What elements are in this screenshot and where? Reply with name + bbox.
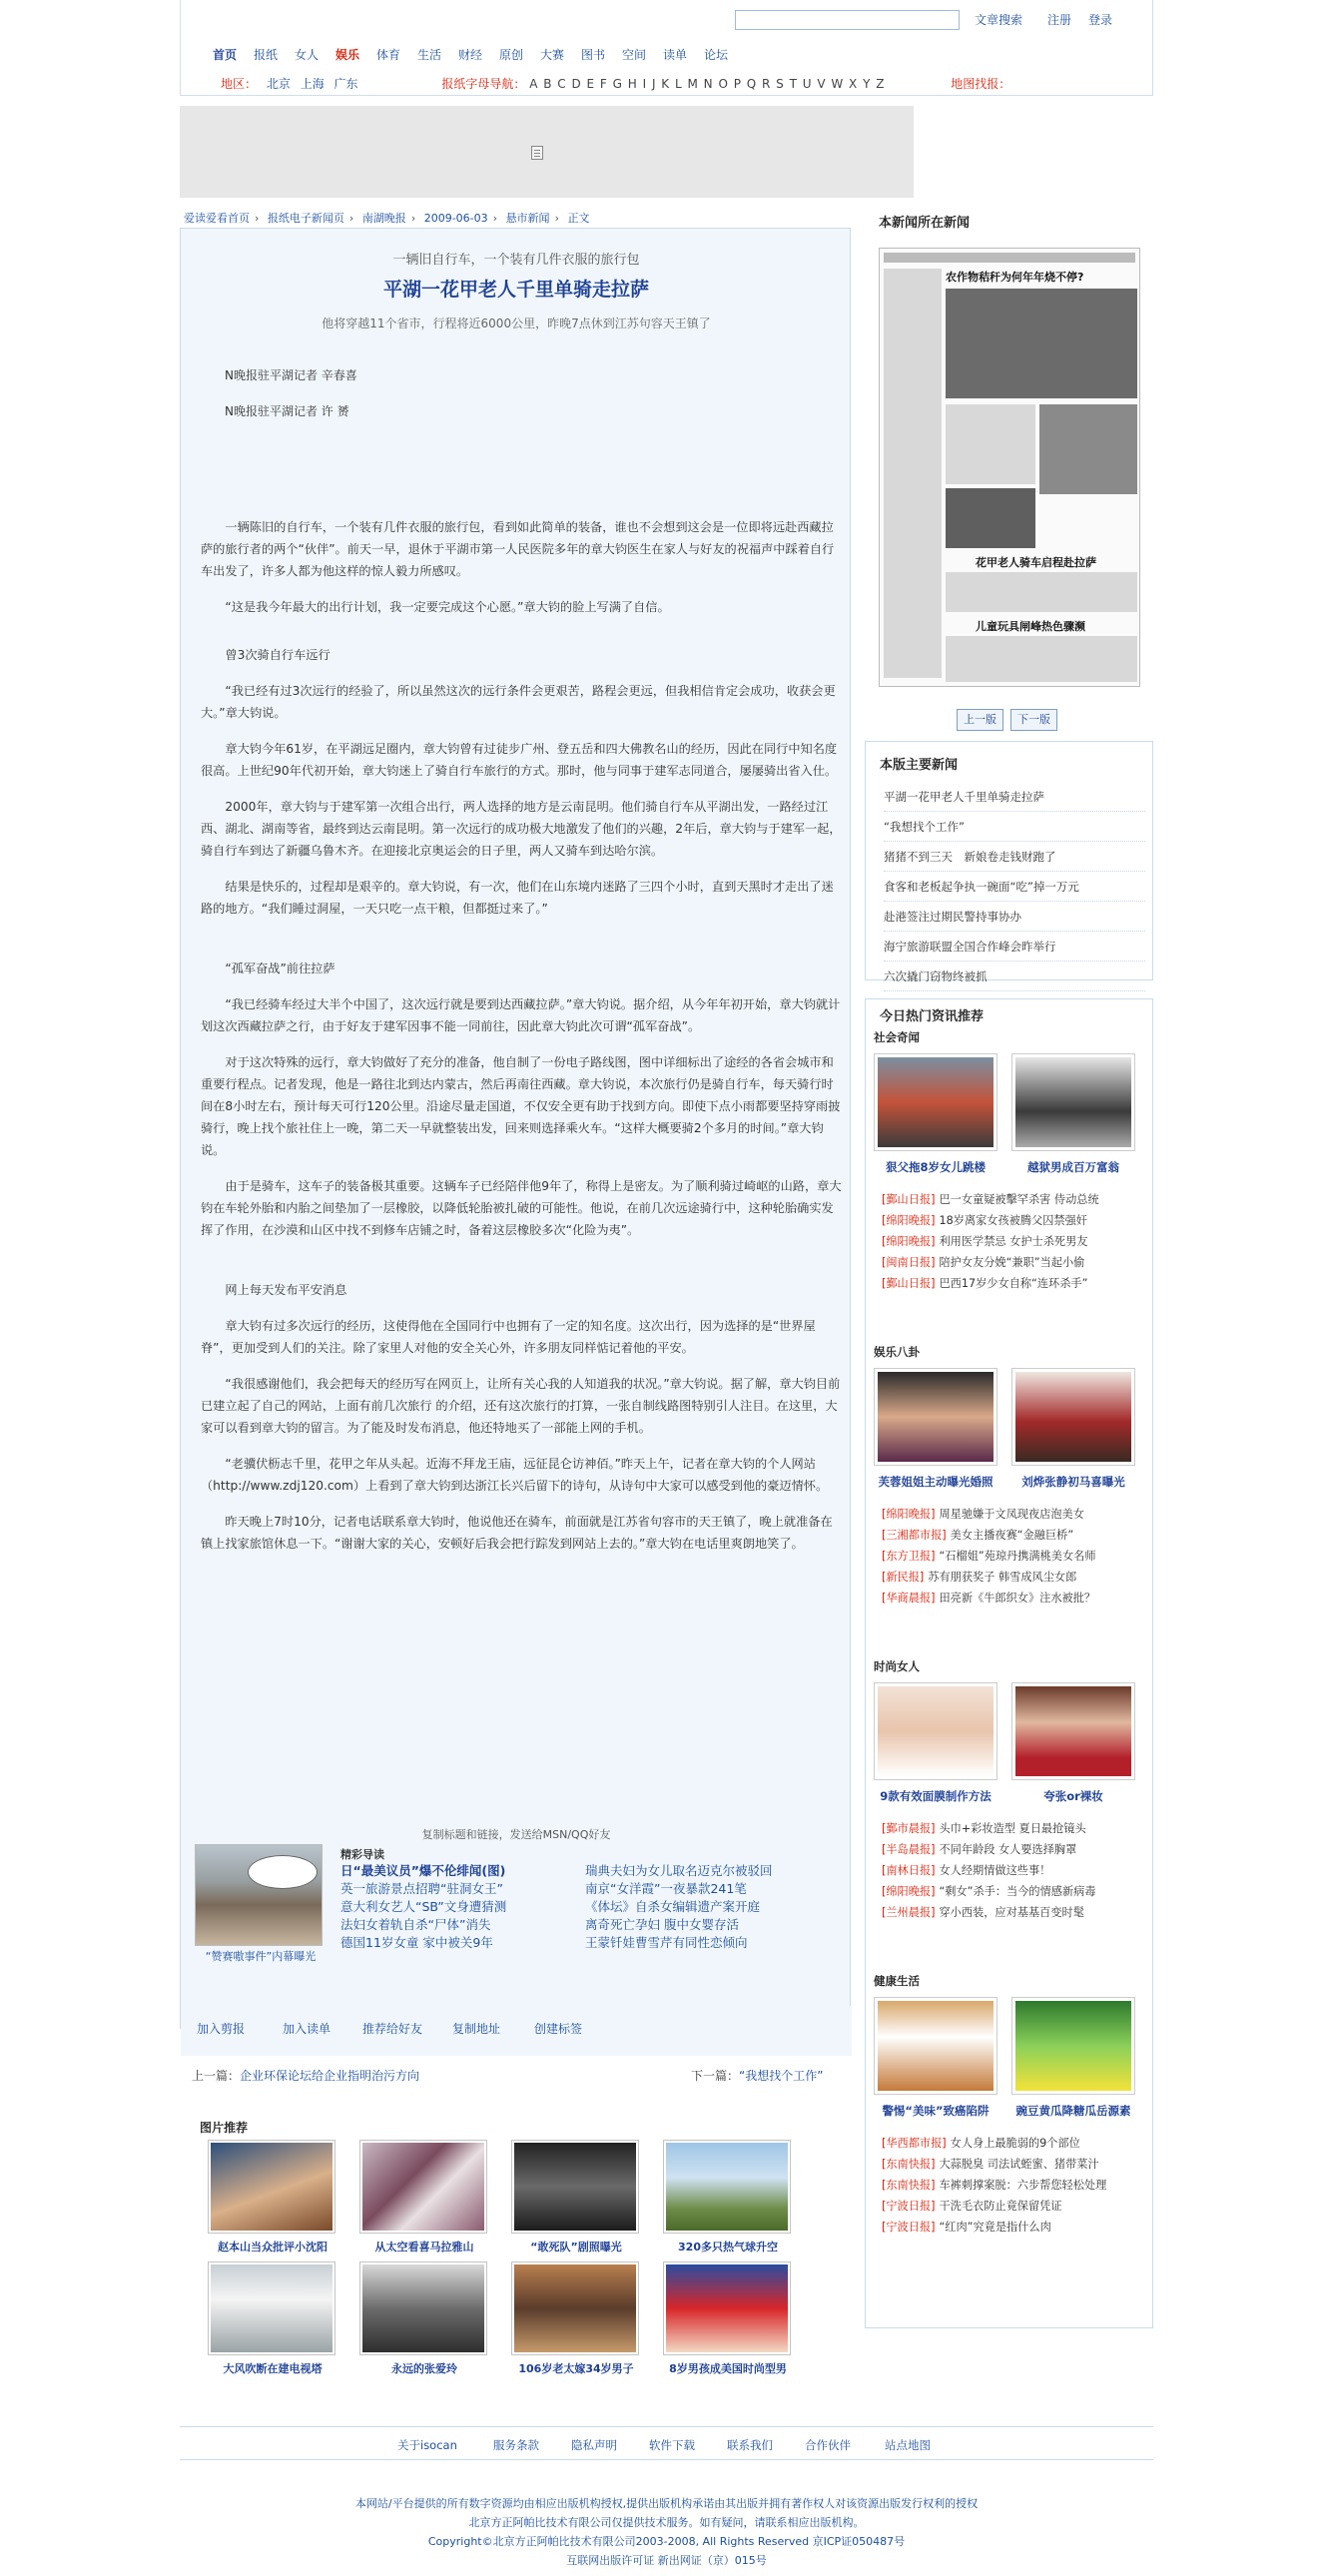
footer-link-about[interactable]: 关于isocan [397, 2438, 457, 2452]
picture-caption[interactable]: 106岁老太嫁34岁男子 [518, 2362, 634, 2375]
promo-row [340, 1934, 840, 1952]
news-source: [兰州晨报] [882, 1906, 936, 1919]
promo-link[interactable]: 《体坛》自杀女编辑遗产案开庭 [585, 1899, 761, 1914]
add-reading-list-button[interactable]: 加入读单 [283, 2022, 331, 2036]
promo-link[interactable]: 瑞典夫妇为女儿取名迈克尔被驳回 [585, 1863, 773, 1878]
main-news-item[interactable]: 海宁旅游联盟全国合作峰会昨举行 [884, 932, 1145, 962]
recommend-friend-button[interactable]: 推荐给好友 [362, 2022, 423, 2036]
footer-line: Copyright©北京方正阿帕比技术有限公司2003-2008, All Rights Reserved 京ICP证050487号 [427, 2535, 906, 2548]
hot-news-item[interactable] [882, 2217, 1151, 2238]
news-headline[interactable]: 巴西17岁少女自称“连环杀手” [939, 1277, 1088, 1290]
hot-news-box [865, 998, 1153, 2328]
nav-item-contest[interactable]: 大赛 [540, 48, 565, 62]
news-source: [东方卫报] [882, 1550, 936, 1563]
region-beijing[interactable]: 北京 [266, 77, 291, 91]
nav-item-forum[interactable]: 论坛 [704, 48, 729, 62]
picture-caption[interactable]: 320多只热气球升空 [678, 2241, 778, 2254]
news-source: [半岛晨报] [882, 1843, 936, 1856]
article-paragraph: “我已经骑车经过大半个中国了，这次远行就是要到达西藏拉萨。”章大钧说。据介绍，从今年年初开始，章大钧就计划这次西藏拉萨之行，由于好友于建军因事不能一同前往，因此章大钧此次可谓“孤军奋战”。 [201, 997, 841, 1033]
nav-item-reading-list[interactable]: 读单 [663, 48, 688, 62]
main-news-item[interactable]: 平湖一花甲老人千里单骑走拉萨 [884, 782, 1145, 812]
nav-item-space[interactable]: 空间 [622, 48, 647, 62]
picture-card[interactable] [359, 2140, 489, 2259]
hot-news-title: 今日热门资讯推荐 [880, 1009, 985, 1024]
promo-row [340, 1862, 840, 1880]
picture-caption[interactable]: 从太空看喜马拉雅山 [374, 2241, 474, 2254]
nav-item-women[interactable]: 女人 [295, 48, 320, 62]
article-byline: N晚报驻平湖记者 许 赟 [225, 404, 349, 418]
breadcrumb-home[interactable]: 爱读爱看首页 [184, 212, 250, 225]
article-paragraph: “我很感谢他们，我会把每天的经历写在网页上，让所有关心我的人知道我的状况。”章大钧说。据了解，章大钧目前已建立起了自己的网站，上面有前几次旅行 的介绍，还有这次旅行的打算，一张自制线路图特别引人注目。在这里，大家可以看到章大钧的留言。为了能及时发布消息，他还特地买了一部能上网的手机。 [201, 1377, 841, 1435]
news-source: [三湘都市报] [882, 1529, 947, 1542]
article-paragraph: “我已经有过3次远行的经验了，所以虽然这次的远行条件会更艰苦，路程会更远，但我相信肯定会成功，收获会更大。”章大钧说。 [201, 684, 836, 720]
newspaper-page-thumbnail[interactable] [879, 248, 1140, 687]
footer-line: 互联网出版许可证 新出网证（京）015号 [566, 2554, 767, 2567]
promo-thumbnail-caption[interactable]: “赞赛嗷事件”内幕曝光 [205, 1950, 317, 1963]
prev-edition-button[interactable]: 上一版 [957, 709, 1003, 731]
paper-headline: 花甲老人骑车启程赴拉萨 [976, 556, 1096, 569]
nav-item-original[interactable]: 原创 [499, 48, 524, 62]
nav-item-entertainment[interactable]: 娱乐 [335, 48, 360, 62]
hot-news-item[interactable] [882, 1231, 1151, 1252]
picture-thumbnail[interactable] [359, 2140, 487, 2234]
login-link[interactable]: 登录 [1088, 13, 1113, 27]
picture-card[interactable] [511, 2261, 641, 2381]
promo-link[interactable]: 法妇女着轨自杀“尸体”消失 [340, 1917, 491, 1932]
news-headline[interactable]: 巴一女童疑被擊罕杀害 侍动总统 [939, 1193, 1099, 1206]
region-guangdong[interactable]: 广东 [333, 77, 358, 91]
picture-thumbnail[interactable] [208, 2261, 335, 2355]
news-headline[interactable]: 周星驰嫌于文凤现夜店泡美女 [939, 1508, 1084, 1521]
article-paragraph: 章大钧今年61岁，在平湖远足圈内，章大钧曾有过徒步广州、登五岳和四大佛教名山的经历，因此在同行中知名度很高。上世纪90年代初开始，章大钧迷上了骑自行车旅行的方式。那时，他与同事于建军志同道合，屡屡骑出省入仕。 [201, 742, 838, 778]
breadcrumb-current: 正文 [567, 212, 590, 225]
footer-line: 北京方正阿帕比技术有限公司仅提供技术服务。如有疑问，请联系相应出版机构。 [468, 2516, 865, 2529]
picture-thumbnail[interactable] [511, 2261, 639, 2355]
news-headline[interactable]: 不同年龄段 女人要选择胸罩 [939, 1843, 1077, 1856]
hot-section-caption[interactable]: 狠父拖8岁女儿跳楼 [885, 1160, 986, 1174]
news-source: [华商晨报] [882, 1592, 936, 1605]
picture-caption[interactable]: 永远的张爱玲 [391, 2362, 457, 2375]
article-paragraph: 由于是骑车，这车子的装备极其重要。这辆车子已经陪伴他9年了，称得上是密友。为了顺利骑过崎岖的山路，章大钧在车轮外胎和内胎之间垫加了一层橡胶，以降低轮胎被扎破的可能性。他说，在前几次远途骑行中，这种轮胎确实发挥了作用，在沙漠和山区中找不到修车店铺之时，备着这层橡胶多次“化险为夷”。 [201, 1179, 842, 1237]
news-source: [绵阳晚报] [882, 1508, 936, 1521]
hot-section-caption[interactable]: 夸张or裸妆 [1043, 1789, 1103, 1803]
article-paragraph: 昨天晚上7时10分，记者电话联系章大钧时，他说他还在骑车，前面就是江苏省句容市的天王镇了，晚上就准备在镇上找家旅馆休息一下。“谢谢大家的关心，安顿好后我会把行踪发到网站上去的。”章大钧在电话里爽朗地笑了。 [201, 1515, 833, 1551]
nav-item-home[interactable]: 首页 [213, 48, 238, 62]
hot-section-thumbnail[interactable] [1011, 1368, 1135, 1466]
news-source: [华西都市报] [882, 2137, 947, 2150]
footer-line: 本网站/平台提供的所有数字资源均由相应出版机构授权,提供出版机构承诺由其出版并拥有著作权人对该资源出版发行权利的授权 [354, 2497, 979, 2510]
hot-section-list [882, 1504, 1151, 1609]
hot-news-item[interactable] [882, 1189, 1151, 1210]
news-headline[interactable]: 18岁离家女孩被腾父囚禁强奸 [939, 1214, 1087, 1227]
add-clipping-button[interactable]: 加入剪报 [197, 2022, 246, 2036]
article-paragraph: 结果是快乐的，过程却是艰辛的。章大钧说，有一次，他们在山东境内迷路了三四个小时，直到天黑时才走出了迷路的地方。“我们睡过洞屋，一天只吃一点干粮，但都挺过来了。” [201, 880, 834, 916]
news-headline[interactable]: 田亮新《牛郎织女》注水被批？ [939, 1592, 1096, 1605]
hot-section-title: 时尚女人 [874, 1659, 920, 1673]
hot-news-item[interactable] [882, 2154, 1151, 2175]
picture-recommend-heading: 图片推荐 [200, 2121, 249, 2135]
main-nav [213, 46, 745, 63]
footer-link-sitemap[interactable]: 站点地图 [885, 2438, 931, 2452]
hot-news-item[interactable] [882, 1881, 1151, 1902]
hot-section-caption[interactable]: 越狱男成百万富翁 [1027, 1160, 1119, 1174]
hot-section-thumbnail[interactable] [874, 1368, 997, 1466]
sub-nav [221, 75, 1010, 92]
hot-news-item[interactable] [882, 1210, 1151, 1231]
main-news-item[interactable]: 赴港签注过期民警持事协办 [884, 902, 1145, 932]
next-article-link[interactable]: “我想找个工作” [739, 2069, 824, 2083]
hot-section-list [882, 2133, 1151, 2238]
main-news-item[interactable]: “我想找个工作” [884, 812, 1145, 842]
promo-heading: 精彩导读 [340, 1848, 384, 1861]
news-source: [宁波日报] [882, 2200, 936, 2213]
promo-link[interactable]: 意大利女艺人“SB”文身遭猜测 [340, 1899, 507, 1914]
nav-item-finance[interactable]: 财经 [458, 48, 483, 62]
picture-card[interactable] [359, 2261, 489, 2381]
article-subheading: “孤军奋战”前往拉萨 [225, 962, 335, 975]
footer-link-privacy[interactable]: 隐私声明 [571, 2438, 617, 2452]
article-pre-title: 一辆旧自行车，一个装有几件衣服的旅行包 [392, 253, 640, 268]
breadcrumb-date[interactable]: 2009-06-03 [423, 212, 488, 225]
hot-news-item[interactable] [882, 2196, 1151, 2217]
article-paragraph: “老骥伏枥志千里，花甲之年从头起。近海不拜龙王庙，远征昆仑访神佰。”昨天上午，记者在章大钧的个人网站（http://www.zdj120.com）上看到了章大钧到达浙江长兴后留下的诗句，从诗句中大家可以感受到他的豪迈情怀。 [201, 1457, 829, 1493]
main-news-item[interactable]: 猪猪不到三天 新娘卷走钱财跑了 [884, 842, 1145, 872]
prev-article-link[interactable]: 企业环保论坛给企业指明治污方向 [240, 2069, 420, 2083]
picture-caption[interactable]: “敢死队”剧照曝光 [530, 2241, 622, 2254]
breadcrumb-epaper[interactable]: 报纸电子新闻页 [267, 212, 344, 225]
news-source: [闽南日报] [882, 1256, 936, 1269]
nav-item-sports[interactable]: 体育 [376, 48, 401, 62]
region-shanghai[interactable]: 上海 [300, 77, 325, 91]
hot-news-item[interactable] [882, 1902, 1151, 1923]
hot-news-item[interactable] [882, 2133, 1151, 2154]
news-source: [绵阳晚报] [882, 1235, 936, 1248]
picture-thumbnail[interactable] [663, 2261, 791, 2355]
news-source: [宁波日报] [882, 2221, 936, 2234]
hot-section-caption[interactable]: 芙蓉姐姐主动曝光婚照 [878, 1475, 993, 1489]
hot-news-item[interactable] [882, 1546, 1151, 1567]
site-header [180, 0, 1153, 96]
hot-section-caption[interactable]: 刘烨张静初马喜曝光 [1021, 1475, 1125, 1489]
breadcrumb-section[interactable]: 悬市新闻 [505, 212, 550, 225]
promo-row [340, 1916, 840, 1934]
news-source: [绵阳晚报] [882, 1885, 936, 1898]
region-label: 地区： [221, 77, 258, 91]
footer-nav [180, 2426, 1153, 2460]
picture-thumbnail[interactable] [208, 2140, 335, 2234]
hot-section-thumbnail[interactable] [1011, 1997, 1135, 2095]
paper-headline: 儿童玩具闸峰热色骤濒 [976, 620, 1085, 633]
hot-section-caption[interactable]: 豌豆黄瓜降糖瓜岳源素 [1015, 2104, 1131, 2118]
article-subheading: 一辆陈旧的自行车，一个装有几件衣服的旅行包，看到如此简单的装备，谁也不会想到这会是一位即将远赴西藏拉萨的旅行者的两个“伙伴”。前天一早，退休于平湖市第一人民医院多年的章大钧医生在家人与好友的祝福声中踩着自行车出发了，许多人都为他这样的惊人毅力所感叹。 [201, 520, 835, 578]
paper-headline: 农作物秸秆为何年年烧不停? [946, 271, 1084, 284]
promo-link[interactable]: 离奇死亡孕妇 腹中女婴存活 [585, 1917, 739, 1932]
article-byline: N晚报驻平湖记者 辛春喜 [225, 368, 357, 382]
news-source: [鄞市晨报] [882, 1822, 936, 1835]
nav-item-newspaper[interactable]: 报纸 [254, 48, 279, 62]
news-source: [鄞山日报] [882, 1193, 936, 1206]
news-headline[interactable]: 大蒜脱臭 司法试蛭蜜、猪带菜汁 [939, 2158, 1099, 2171]
news-source: [东南快报] [882, 2179, 936, 2192]
picture-thumbnail[interactable] [511, 2140, 639, 2234]
news-headline[interactable]: “石榴姐”苑琼丹携满桃美女名师 [939, 1550, 1096, 1563]
article-paragraph: “这是我今年最大的出行计划，我一定要完成这个心愿。”章大钧的脸上写满了自信。 [225, 600, 670, 614]
picture-caption[interactable]: 大风吹断在建电视塔 [223, 2362, 323, 2375]
hot-news-item[interactable] [882, 1839, 1151, 1860]
news-headline[interactable]: 苏有朋获奖子 韩雪成风尘女郎 [928, 1571, 1077, 1584]
page-wrapper [180, 0, 1153, 2576]
promo-list [340, 1862, 840, 1952]
hot-section-caption[interactable]: 9款有效面膜制作方法 [880, 1789, 992, 1803]
article-search-button[interactable]: 文章搜索 [975, 13, 1023, 27]
hot-news-item[interactable] [882, 1588, 1151, 1609]
picture-thumbnail[interactable] [359, 2261, 487, 2355]
broken-image-icon [531, 146, 543, 160]
next-edition-button[interactable]: 下一版 [1010, 709, 1057, 731]
share-hint: 复制标题和链接，发送给MSN/QQ好友 [421, 1828, 611, 1841]
ad-banner[interactable] [180, 106, 914, 198]
breadcrumb-paper[interactable]: 南湖晚报 [361, 212, 406, 225]
news-source: [东南快报] [882, 2158, 936, 2171]
article-body [201, 478, 842, 1569]
picture-card[interactable] [208, 2261, 337, 2381]
news-source: [绵阳晚报] [882, 1214, 936, 1227]
article-paragraph: 对于这次特殊的远行，章大钧做好了充分的准备，他自制了一份电子路线图，图中详细标出了途经的各省会城市和重要行程点。记者发现，他是一路往北到达内蒙古，然后再南往西藏。章大钧说，本次旅行仍是骑自行车，每天骑行时间在8小时左右，预计每天可行120公里。沿途尽量走国道，不仅安全更有助于找到方向。即使下点小雨都要坚持穿雨披骑行，晚上找个旅社住上一晚，第二天一早就整装出发，回来则选择乘火车。“这样大概要骑2个多月的时间。”章大钧说。 [201, 1055, 841, 1157]
prev-label: 上一篇： [192, 2069, 241, 2083]
main-news-title: 本版主要新闻 [880, 758, 959, 773]
picture-card[interactable] [208, 2140, 337, 2259]
hot-news-item[interactable] [882, 1504, 1151, 1525]
create-tag-button[interactable]: 创建标签 [534, 2022, 583, 2036]
news-headline[interactable]: 女人身上最脆弱的9个部位 [950, 2137, 1080, 2150]
article-title: 平湖一花甲老人千里单骑走拉萨 [382, 279, 649, 301]
article-subheading: 曾3次骑自行车远行 [225, 648, 331, 662]
footer-link-download[interactable]: 软件下载 [649, 2438, 695, 2452]
next-label: 下一篇： [691, 2069, 740, 2083]
hot-section-title: 娱乐八卦 [874, 1345, 920, 1359]
nav-item-life[interactable]: 生活 [417, 48, 442, 62]
picture-card[interactable] [511, 2140, 641, 2259]
letter-nav-label: 报纸字母导航： [441, 77, 526, 91]
next-article [691, 2067, 823, 2084]
prev-article [192, 2067, 419, 2084]
promo-row [340, 1898, 840, 1916]
article-subheading: 网上每天发布平安消息 [225, 1283, 347, 1297]
news-headline[interactable]: “剩女”杀手：当今的情感新病毒 [939, 1885, 1096, 1898]
hot-news-item[interactable] [882, 1273, 1151, 1294]
news-headline[interactable]: 穿小西装，应对基基百变时髦 [939, 1906, 1084, 1919]
promo-link[interactable]: 王蒙钎娃曹雪芹有同性恋倾向 [585, 1935, 748, 1950]
article-paragraph: 章大钧有过多次远行的经历，这使得他在全国同行中也拥有了一定的知名度。这次出行，因为选择的是“世界屋脊”，更加受到人们的关注。除了家里人对他的安全关心外，许多朋友同样惦记着他的平安。 [201, 1319, 816, 1355]
search-input[interactable] [735, 10, 960, 30]
news-headline[interactable]: 美女主播夜赛“金融巨桥” [950, 1529, 1074, 1542]
footer-link-terms[interactable]: 服务条款 [493, 2438, 539, 2452]
promo-link[interactable]: 日“最美议员”爆不伦绯闻(图) [340, 1863, 506, 1878]
hot-news-item[interactable] [882, 1818, 1151, 1839]
nav-item-books[interactable]: 图书 [581, 48, 606, 62]
hot-section-caption[interactable]: 警惕“美味”致癌陷阱 [882, 2104, 990, 2118]
news-headline[interactable]: 利用医学禁忌 女护士杀死男友 [939, 1235, 1088, 1248]
letter-nav[interactable]: A B C D E F G H I J K L M N O P Q R S T U V W X Y Z [529, 77, 886, 91]
footer-link-partners[interactable]: 合作伙伴 [805, 2438, 851, 2452]
hot-section-list [882, 1189, 1151, 1294]
news-headline[interactable]: 头巾+彩妆造型 夏日最抢镜头 [939, 1822, 1086, 1835]
footer-copyright [180, 2494, 1153, 2570]
promo-thumbnail[interactable] [195, 1844, 323, 1946]
hot-news-item[interactable] [882, 1525, 1151, 1546]
promo-link[interactable]: 德国11岁女童 家中被关9年 [340, 1935, 493, 1950]
hot-section-thumbnail[interactable] [874, 1053, 997, 1151]
register-link[interactable]: 注册 [1047, 13, 1072, 27]
hot-section-title: 健康生活 [874, 1974, 920, 1988]
article-subtitle: 他将穿越11个省市，行程将近6000公里，昨晚7点休到江苏句容天王镇了 [322, 317, 711, 330]
news-headline[interactable]: 车裤刺撑案脱：六步帮您轻松处理 [939, 2179, 1107, 2192]
hot-news-item[interactable] [882, 1567, 1151, 1588]
news-source: [鄞山日报] [882, 1277, 936, 1290]
hot-section-thumbnail[interactable] [1011, 1682, 1135, 1780]
promo-link[interactable]: 英一旅游景点招聘“驻洞女王” [340, 1881, 503, 1896]
main-news-item[interactable]: 食客和老板起争执一碗面“吃”掉一万元 [884, 872, 1145, 902]
main-news-item[interactable]: 六次撬门窃物终被抓 [884, 962, 1145, 991]
article-paragraph: 2000年，章大钧与于建军第一次组合出行，两人选择的地方是云南昆明。他们骑自行车从平湖出发，一路经过江西、湖北、湖南等省，最终到达云南昆明。第一次远行的成功极大地激发了他们的兴趣，2年后，章大钧与于建军一起，骑自行车到达了新疆乌鲁木齐。在迎接北京奥运会的日子里，两人又骑车到达哈尔滨。 [201, 800, 842, 858]
picture-card[interactable] [663, 2261, 793, 2381]
hot-section-title: 社会奇闻 [874, 1030, 920, 1044]
hot-news-item[interactable] [882, 1252, 1151, 1273]
hot-section-thumbnail[interactable] [874, 1682, 997, 1780]
picture-caption[interactable]: 赵本山当众批评小沈阳 [218, 2241, 328, 2254]
news-headline[interactable]: 陪护女友分娩“兼职”当起小偷 [939, 1256, 1085, 1269]
map-find-link[interactable]: 地图找报： [951, 77, 1011, 91]
news-headline[interactable]: “红肉”究竟是指什么肉 [939, 2221, 1051, 2234]
hot-section-thumbnail[interactable] [874, 1997, 997, 2095]
picture-caption[interactable]: 8岁男孩成美国时尚型男 [669, 2362, 787, 2375]
related-area [180, 2037, 851, 2375]
picture-thumbnail[interactable] [663, 2140, 791, 2234]
news-headline[interactable]: 干洗毛衣防止竟保留凭证 [939, 2200, 1062, 2213]
promo-row [340, 1880, 840, 1898]
main-news-box [865, 741, 1153, 983]
article-panel [180, 228, 851, 2036]
news-source: [南林日报] [882, 1864, 936, 1877]
hot-section-list [882, 1818, 1151, 1923]
copy-address-button[interactable]: 复制地址 [452, 2022, 501, 2036]
main-news-list [884, 782, 1145, 991]
promo-link[interactable]: 南京“女洋霞”一夜暴款241笔 [585, 1881, 747, 1896]
news-source: [新民报] [882, 1571, 925, 1584]
picture-card[interactable] [663, 2140, 793, 2259]
hot-section-thumbnail[interactable] [1011, 1053, 1135, 1151]
hot-news-item[interactable] [882, 1860, 1151, 1881]
news-headline[interactable]: 女人经期情做这些事！ [939, 1864, 1051, 1877]
hot-news-item[interactable] [882, 2175, 1151, 2196]
edition-title: 本新闻所在新闻 [879, 216, 971, 231]
breadcrumb: 爱读爱看首页 › 报纸电子新闻页 › 南湖晚报 › 2009-06-03 › 悬市新闻 › 正文 [184, 212, 590, 225]
footer-link-contact[interactable]: 联系我们 [727, 2438, 773, 2452]
